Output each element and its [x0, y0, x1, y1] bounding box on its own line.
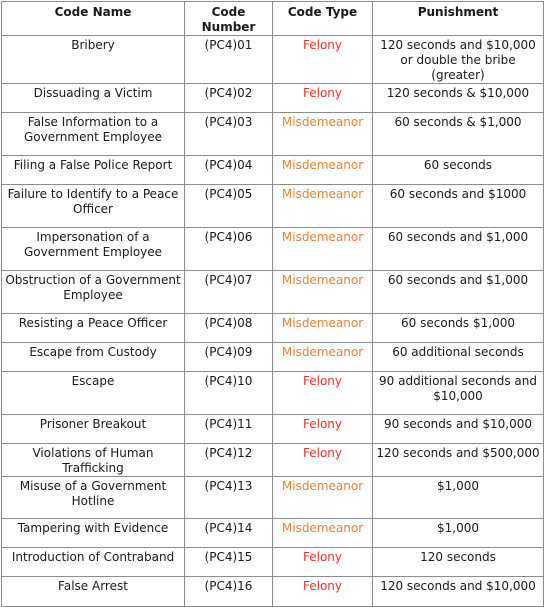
code-number-cell: (PC4)05: [185, 185, 273, 228]
table-row: [2, 185, 544, 228]
table-row: [2, 372, 544, 415]
table-row: [2, 577, 544, 607]
punishment-cell: $1,000: [373, 519, 544, 548]
code-number-cell: (PC4)09: [185, 343, 273, 372]
punishment-cell: 60 additional seconds: [373, 343, 544, 372]
punishment-cell: 60 seconds & $1,000: [373, 113, 544, 156]
code-type-cell: Misdemeanor: [273, 228, 373, 271]
punishment-cell: 60 seconds and $1,000: [373, 228, 544, 271]
code-number-cell: (PC4)08: [185, 314, 273, 343]
punishment-cell: 60 seconds: [373, 156, 544, 185]
code-type-cell: Misdemeanor: [273, 519, 373, 548]
code-number-cell: (PC4)16: [185, 577, 273, 607]
code-type-cell: Misdemeanor: [273, 185, 373, 228]
code-type-cell: Misdemeanor: [273, 156, 373, 185]
code-type-cell: Felony: [273, 36, 373, 84]
code-name-cell: Dissuading a Victim: [2, 84, 185, 113]
code-number-cell: (PC4)06: [185, 228, 273, 271]
code-number-cell: (PC4)10: [185, 372, 273, 415]
code-type-cell: Misdemeanor: [273, 343, 373, 372]
code-name-cell: Failure to Identify to a Peace Officer: [2, 185, 185, 228]
table-row: [2, 343, 544, 372]
code-number-cell: (PC4)12: [185, 444, 273, 477]
code-name-cell: False Information to a Government Employee: [2, 113, 185, 156]
code-name-cell: Bribery: [2, 36, 185, 84]
punishment-cell: 60 seconds $1,000: [373, 314, 544, 343]
column-header-punishment: Punishment: [373, 2, 544, 36]
punishment-cell: 120 seconds and $500,000: [373, 444, 544, 477]
punishment-cell: 60 seconds and $1,000: [373, 271, 544, 314]
column-header-code-name: Code Name: [2, 2, 185, 36]
table-row: [2, 548, 544, 577]
penal-code-table: [1, 1, 544, 607]
code-type-cell: Felony: [273, 548, 373, 577]
code-number-cell: (PC4)14: [185, 519, 273, 548]
code-name-cell: Introduction of Contraband: [2, 548, 185, 577]
punishment-cell: 120 seconds and $10,000 or double the bribe (greater): [373, 36, 544, 84]
code-number-cell: (PC4)13: [185, 477, 273, 519]
punishment-cell: 120 seconds: [373, 548, 544, 577]
code-type-cell: Felony: [273, 372, 373, 415]
table-row: [2, 156, 544, 185]
code-type-cell: Misdemeanor: [273, 314, 373, 343]
code-name-cell: Filing a False Police Report: [2, 156, 185, 185]
code-name-cell: Violations of Human Trafficking: [2, 444, 185, 477]
punishment-cell: 60 seconds and $1000: [373, 185, 544, 228]
table-row: [2, 314, 544, 343]
table-row: [2, 519, 544, 548]
code-name-cell: Resisting a Peace Officer: [2, 314, 185, 343]
punishment-cell: 90 seconds and $10,000: [373, 415, 544, 444]
column-header-code-number: Code Number: [185, 2, 273, 36]
punishment-cell: $1,000: [373, 477, 544, 519]
code-name-cell: Tampering with Evidence: [2, 519, 185, 548]
punishment-cell: 90 additional seconds and $10,000: [373, 372, 544, 415]
code-name-cell: Escape: [2, 372, 185, 415]
table-row: [2, 36, 544, 84]
header-row: [2, 2, 544, 36]
code-name-cell: Obstruction of a Government Employee: [2, 271, 185, 314]
code-name-cell: Prisoner Breakout: [2, 415, 185, 444]
code-number-cell: (PC4)01: [185, 36, 273, 84]
code-name-cell: Misuse of a Government Hotline: [2, 477, 185, 519]
code-name-cell: Impersonation of a Government Employee: [2, 228, 185, 271]
punishment-cell: 120 seconds and $10,000: [373, 577, 544, 607]
code-type-cell: Felony: [273, 444, 373, 477]
code-name-cell: Escape from Custody: [2, 343, 185, 372]
code-number-cell: (PC4)11: [185, 415, 273, 444]
table-row: [2, 477, 544, 519]
code-number-cell: (PC4)15: [185, 548, 273, 577]
code-number-cell: (PC4)04: [185, 156, 273, 185]
code-type-cell: Misdemeanor: [273, 113, 373, 156]
table-row: [2, 113, 544, 156]
code-number-cell: (PC4)02: [185, 84, 273, 113]
table-row: [2, 444, 544, 477]
punishment-cell: 120 seconds & $10,000: [373, 84, 544, 113]
table-row: [2, 415, 544, 444]
code-name-cell: False Arrest: [2, 577, 185, 607]
code-type-cell: Misdemeanor: [273, 477, 373, 519]
code-number-cell: (PC4)03: [185, 113, 273, 156]
code-type-cell: Misdemeanor: [273, 271, 373, 314]
table-row: [2, 271, 544, 314]
code-type-cell: Felony: [273, 577, 373, 607]
code-type-cell: Felony: [273, 84, 373, 113]
table-row: [2, 84, 544, 113]
table-row: [2, 228, 544, 271]
column-header-code-type: Code Type: [273, 2, 373, 36]
code-type-cell: Felony: [273, 415, 373, 444]
code-number-cell: (PC4)07: [185, 271, 273, 314]
